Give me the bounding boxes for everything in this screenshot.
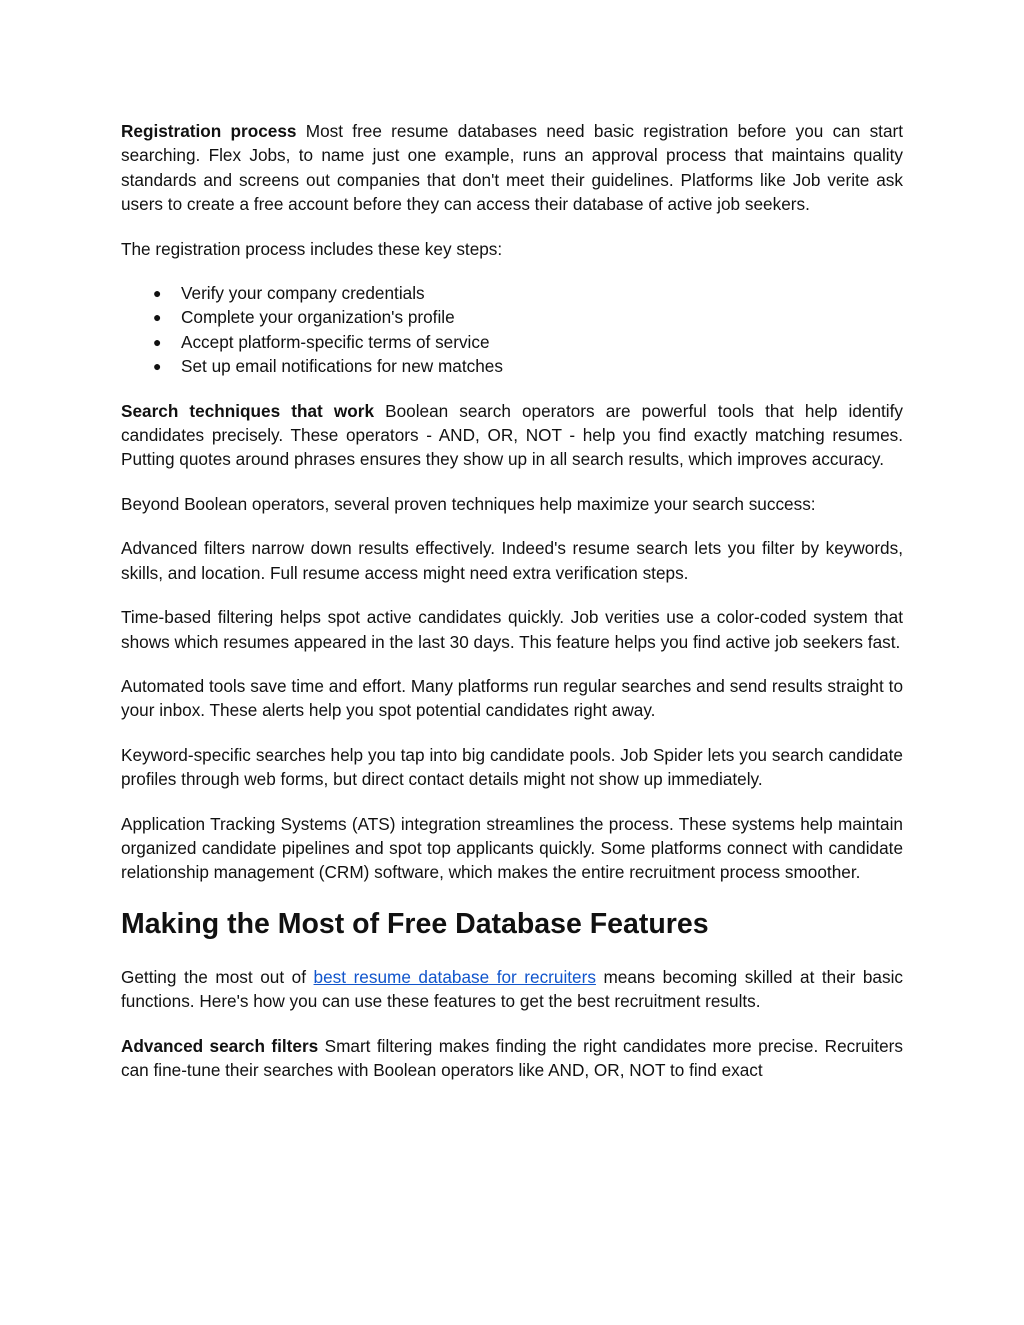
search-techniques-text: Boolean search operators are powerful tools that help identify candidates precisely. These operators - AND, OR, NOT - help you find exactly matching resumes. Putting quotes around phrases ensures they show up in all search results, which improves accuracy. <box>121 400 903 470</box>
resume-database-link[interactable]: best resume database for recruiters <box>313 966 596 987</box>
advanced-search-text: Smart filtering makes finding the right candidates more precise. Recruiters can fine-tune their searches with Boolean operators like AND, OR, NOT to find exact <box>121 1035 903 1080</box>
registration-text: Most free resume databases need basic registration before you can start searching. Flex Jobs, to name just one example, runs an approval process that maintains quality standards and screens out companies that don't meet their guidelines. Platforms like Job verite ask users to create a free account before they can access their database of active job seekers. <box>121 121 904 215</box>
getting-most-paragraph <box>121 965 903 1014</box>
bullet-icon: ● <box>153 333 162 350</box>
advanced-search-title: Advanced search filters <box>121 1035 319 1056</box>
registration-paragraph <box>121 119 903 217</box>
search-techniques-paragraph <box>121 399 903 472</box>
bullet-icon: ● <box>153 309 162 326</box>
time-based-paragraph: Time-based filtering helps spot active candidates quickly. Job verities use a color-coded system that shows which resumes appeared in the last 30 days. This feature helps you find active job seekers fast. <box>121 607 903 652</box>
list-item-text: Accept platform-specific terms of service <box>181 331 490 352</box>
search-techniques-title: Search techniques that work <box>121 400 374 421</box>
list-item-text: Verify your company credentials <box>181 283 425 304</box>
list-item <box>121 354 903 378</box>
steps-intro-paragraph: The registration process includes these key steps: <box>121 238 503 259</box>
list-item <box>121 281 903 305</box>
ats-paragraph: Application Tracking Systems (ATS) integration streamlines the process. These systems help maintain organized candidate pipelines and spot top applicants quickly. Some platforms connect with candidate relationship management (CRM) software, which makes the entire recruitment process smoother. <box>121 813 903 883</box>
document-page <box>121 119 903 1082</box>
bullet-icon: ● <box>153 285 162 302</box>
beyond-boolean-paragraph: Beyond Boolean operators, several proven techniques help maximize your search success: <box>121 493 816 514</box>
list-item-text: Set up email notifications for new matches <box>181 356 503 377</box>
keyword-searches-paragraph: Keyword-specific searches help you tap into big candidate pools. Job Spider lets you search candidate profiles through web forms, but direct contact details might not show up immediately. <box>121 744 903 790</box>
automated-tools-paragraph: Automated tools save time and effort. Many platforms run regular searches and send results straight to your inbox. These alerts help you spot potential candidates right away. <box>121 675 903 721</box>
advanced-filters-paragraph: Advanced filters narrow down results effectively. Indeed's resume search lets you filter by keywords, skills, and location. Full resume access might need extra verification steps. <box>121 538 903 583</box>
advanced-search-paragraph <box>121 1034 903 1083</box>
getting-most-text-before: Getting the most out of <box>121 966 314 987</box>
steps-list <box>121 281 903 379</box>
section-heading: Making the Most of Free Database Features <box>121 907 709 940</box>
list-item-text: Complete your organization's profile <box>181 307 455 328</box>
bullet-icon: ● <box>153 358 162 375</box>
list-item <box>121 330 903 354</box>
getting-most-text-after: means becoming skilled at their basic functions. Here's how you can use these features to get the best recruitment results. <box>121 966 903 1012</box>
list-item <box>121 305 903 329</box>
registration-title: Registration process <box>121 121 297 141</box>
